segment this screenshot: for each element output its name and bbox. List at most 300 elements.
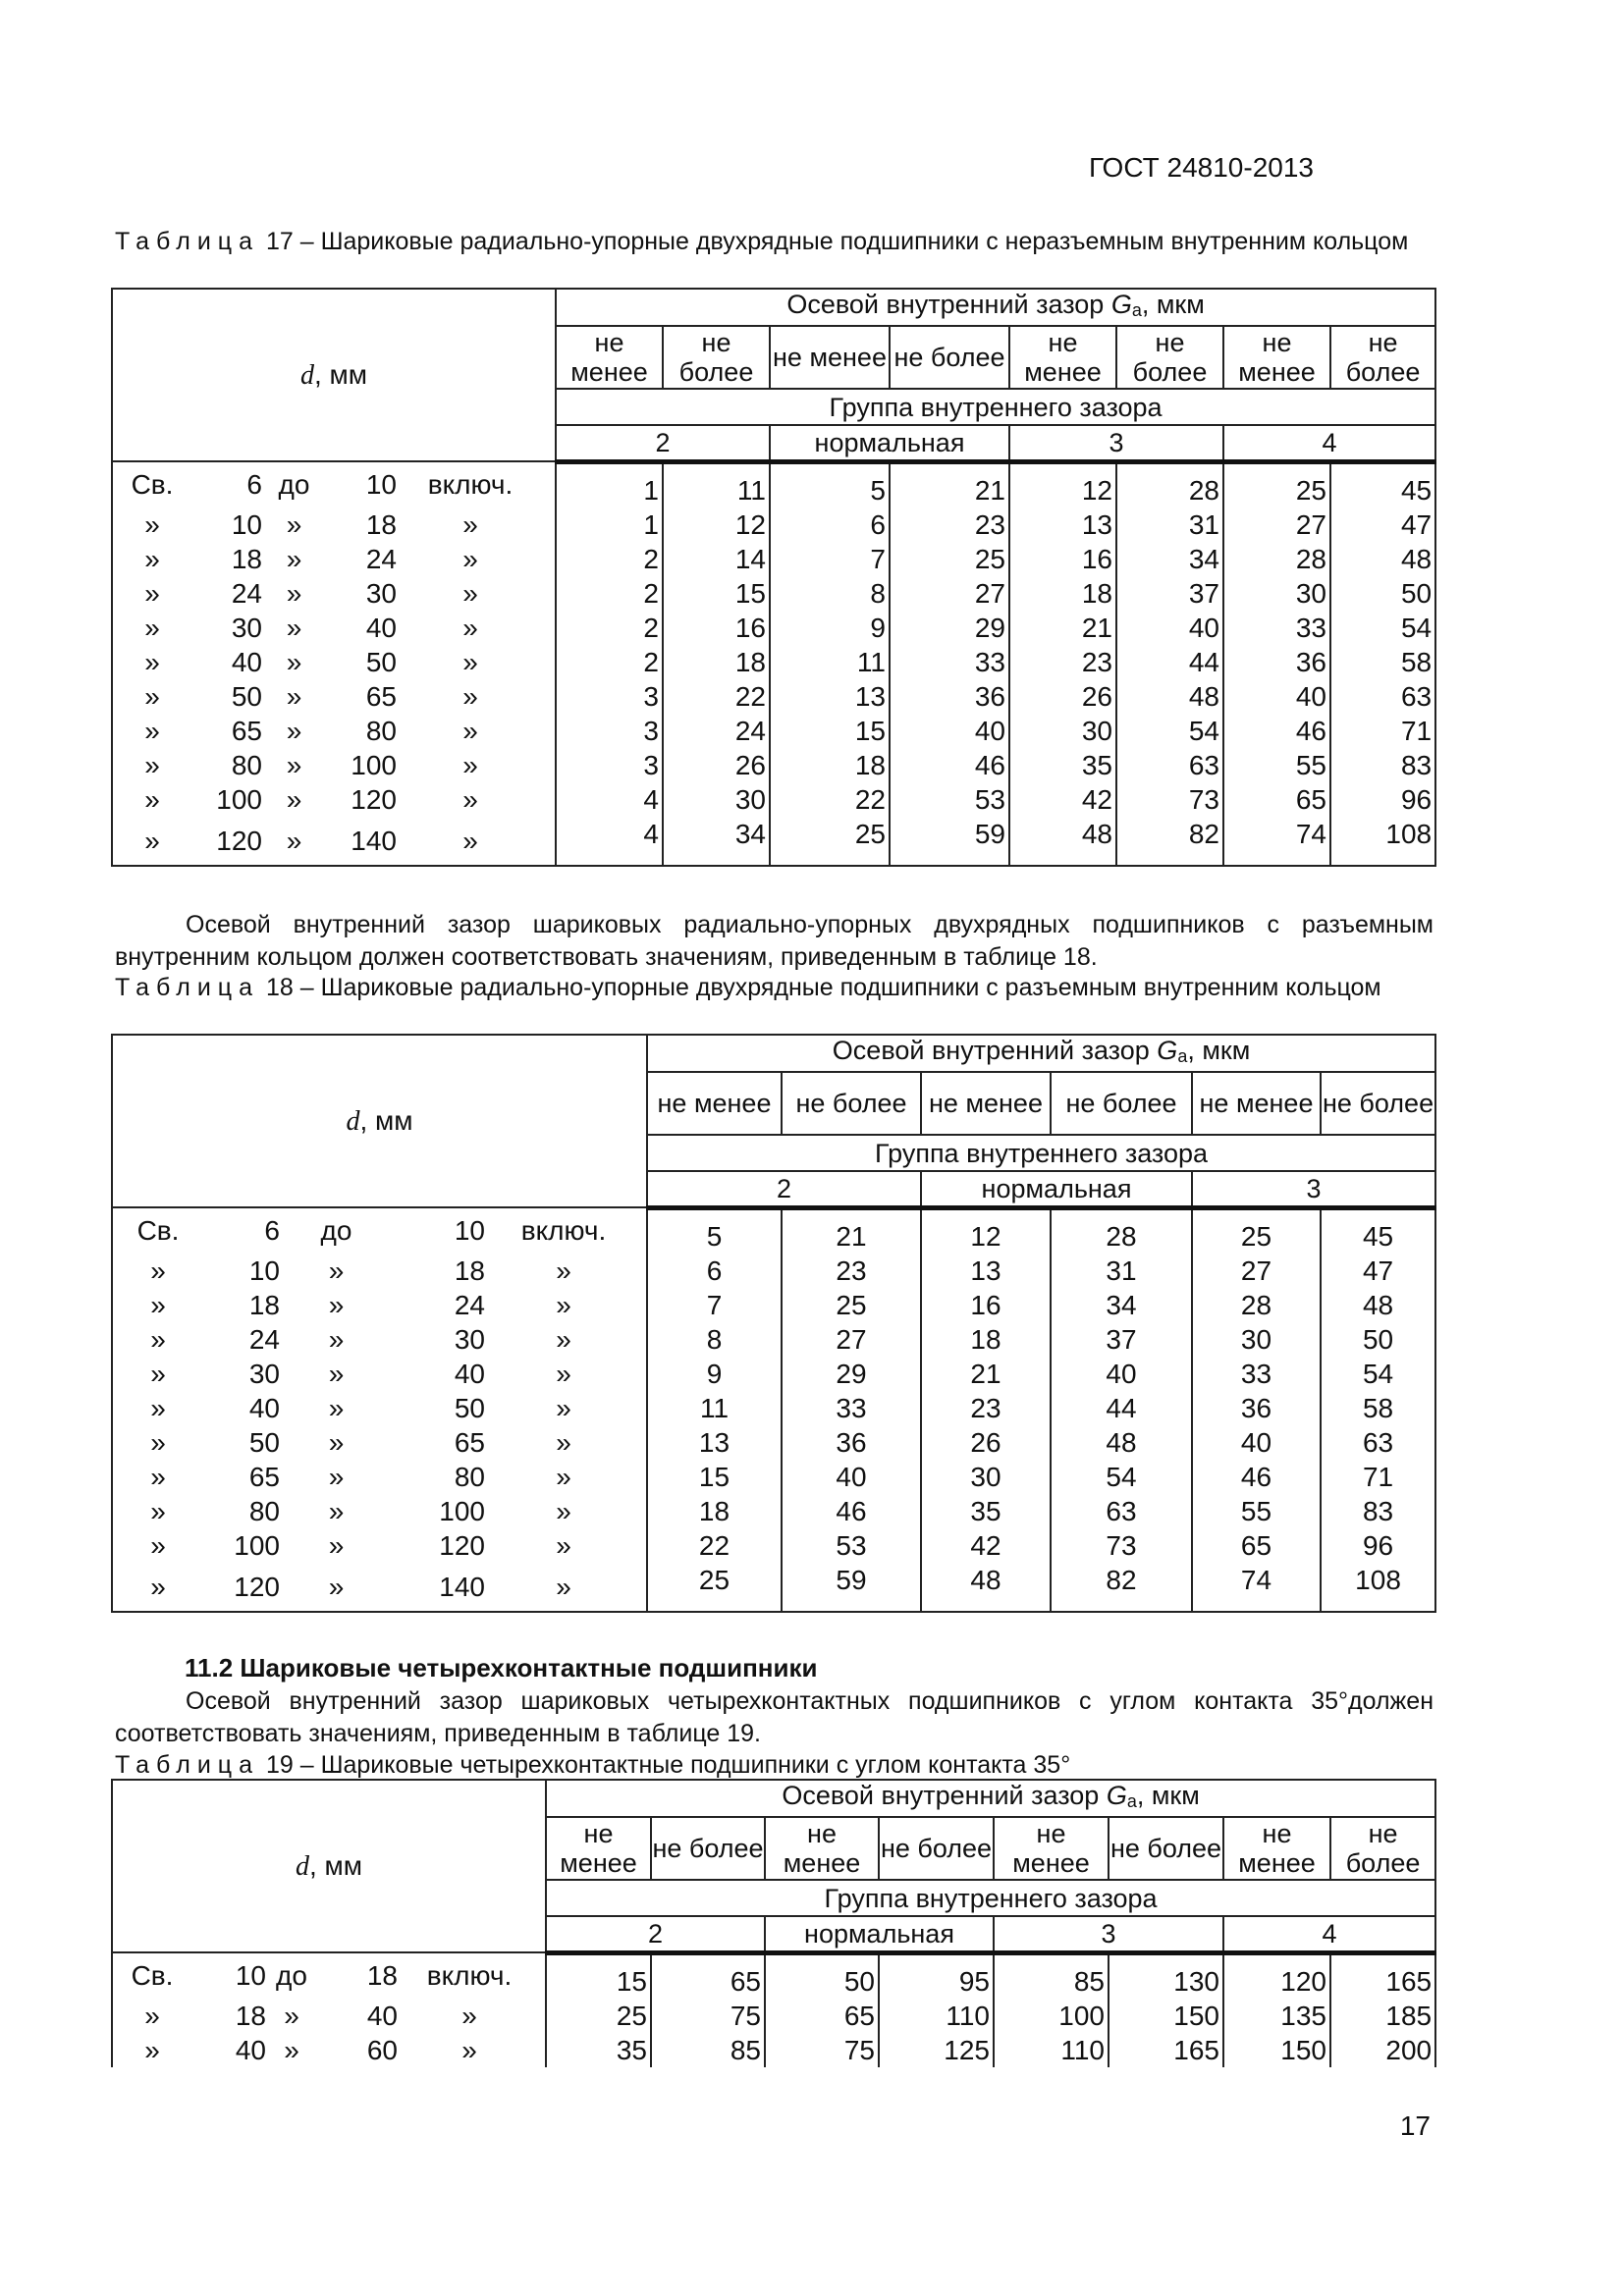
range-pre: »	[144, 783, 160, 815]
max-value-cell: 24	[663, 714, 770, 748]
max-header: не более	[651, 1817, 765, 1880]
range-from: 18	[248, 1289, 280, 1320]
min-header: не менее	[556, 326, 663, 389]
min-value-cell: 110	[994, 2033, 1109, 2067]
max-value-cell: 25	[782, 1288, 921, 1322]
range-mid: »	[286, 612, 302, 643]
range-from: 40	[248, 1392, 280, 1423]
max-value-cell: 16	[663, 611, 770, 645]
min-value-cell: 3	[556, 714, 663, 748]
range-post: »	[556, 1529, 571, 1561]
range-to: 100	[439, 1495, 485, 1526]
table-row	[112, 782, 1435, 817]
group-label: 3	[1192, 1171, 1435, 1207]
max-value-cell: 200	[1330, 2033, 1435, 2067]
range-mid: »	[328, 1571, 345, 1602]
max-value-cell: 46	[782, 1494, 921, 1528]
min-value-cell: 30	[1009, 714, 1116, 748]
max-value-cell: 30	[663, 782, 770, 817]
range-from: 80	[248, 1495, 280, 1526]
range-from: 40	[235, 2034, 266, 2065]
range-from: 24	[231, 577, 262, 609]
range-to: 40	[365, 612, 397, 643]
range-pre: »	[150, 1495, 166, 1526]
max-value-cell: 37	[1116, 576, 1223, 611]
min-value-cell: 18	[921, 1322, 1051, 1357]
min-value-cell: 42	[1009, 782, 1116, 817]
min-header: не менее	[1223, 326, 1330, 389]
size-range-cell	[112, 507, 556, 542]
min-value-cell: 65	[1192, 1528, 1321, 1563]
max-value-cell: 23	[890, 507, 1009, 542]
table-row	[112, 542, 1435, 576]
size-range-cell	[112, 714, 556, 748]
min-value-cell: 28	[1192, 1288, 1321, 1322]
max-value-cell: 26	[663, 748, 770, 782]
min-value-cell: 26	[1009, 679, 1116, 714]
min-value-cell: 27	[1192, 1254, 1321, 1288]
range-from: 18	[235, 2000, 266, 2031]
range-to: 30	[454, 1323, 485, 1355]
max-value-cell: 40	[782, 1460, 921, 1494]
range-to: 50	[454, 1392, 485, 1423]
max-header: не более	[890, 326, 1009, 389]
range-post: »	[462, 715, 478, 746]
table-19	[111, 1779, 1436, 2067]
section-heading: 11.2 Шариковые четырехконтактные подшипники	[185, 1653, 818, 1682]
max-value-cell: 54	[1116, 714, 1223, 748]
min-value-cell: 40	[1192, 1425, 1321, 1460]
min-value-cell: 26	[921, 1425, 1051, 1460]
max-value-cell: 63	[1321, 1425, 1435, 1460]
max-value-cell: 33	[890, 645, 1009, 679]
table-row	[112, 1391, 1435, 1425]
max-value-cell: 33	[782, 1391, 921, 1425]
range-post: включ.	[426, 1960, 513, 1992]
page-number: 17	[1399, 2110, 1431, 2141]
range-pre: »	[150, 1529, 166, 1561]
max-header: не более	[1330, 326, 1435, 389]
min-value-cell: 42	[921, 1528, 1051, 1563]
max-value-cell: 21	[890, 461, 1009, 507]
max-value-cell: 75	[651, 1999, 765, 2033]
range-pre: »	[144, 577, 160, 609]
max-value-cell: 150	[1109, 1999, 1223, 2033]
min-header: не менее	[1192, 1072, 1321, 1135]
range-to: 80	[365, 715, 397, 746]
group-label: 2	[546, 1916, 765, 1952]
max-value-cell: 34	[1051, 1288, 1192, 1322]
group-label: 3	[1009, 425, 1223, 461]
table-row	[112, 714, 1435, 748]
size-range-cell	[112, 1322, 647, 1357]
min-value-cell: 11	[647, 1391, 782, 1425]
table-19-header	[112, 1780, 1435, 1952]
max-value-cell: 28	[1051, 1207, 1192, 1254]
max-value-cell: 73	[1051, 1528, 1192, 1563]
max-value-cell: 40	[890, 714, 1009, 748]
group-label: нормальная	[921, 1171, 1192, 1207]
max-value-cell: 40	[1051, 1357, 1192, 1391]
range-post: »	[462, 680, 478, 712]
range-to: 18	[365, 508, 397, 540]
range-mid: »	[328, 1255, 345, 1286]
min-value-cell: 18	[1009, 576, 1116, 611]
max-header: не более	[1321, 1072, 1435, 1135]
max-value-cell: 185	[1330, 1999, 1435, 2033]
table-row	[112, 1460, 1435, 1494]
min-value-cell: 7	[647, 1288, 782, 1322]
max-value-cell: 29	[890, 611, 1009, 645]
min-value-cell: 46	[1192, 1460, 1321, 1494]
paragraph: Осевой внутренний зазор шариковых радиально-упорных двухрядных подшипников с разъемным внутренним кольцом должен соответствовать значениям, приведенным в таблице 18.	[115, 911, 1434, 971]
range-to: 40	[366, 2000, 398, 2031]
range-post: »	[462, 783, 478, 815]
size-range-cell	[112, 782, 556, 817]
max-value-cell: 31	[1116, 507, 1223, 542]
table-17-header	[112, 289, 1435, 461]
max-value-cell: 63	[1330, 679, 1435, 714]
table-row	[112, 748, 1435, 782]
max-header: не более	[1116, 326, 1223, 389]
table-row	[112, 1494, 1435, 1528]
max-value-cell: 108	[1321, 1563, 1435, 1612]
min-value-cell: 65	[1223, 782, 1330, 817]
range-to: 120	[351, 783, 397, 815]
min-header: не менее	[994, 1817, 1109, 1880]
max-value-cell: 83	[1330, 748, 1435, 782]
range-pre: »	[144, 2000, 160, 2031]
range-from: 30	[248, 1358, 280, 1389]
min-value-cell: 150	[1223, 2033, 1330, 2067]
range-from: 65	[231, 715, 262, 746]
table-row	[112, 1207, 1435, 1254]
min-value-cell: 46	[1223, 714, 1330, 748]
max-value-cell: 53	[890, 782, 1009, 817]
min-header: не менее	[765, 1817, 879, 1880]
size-range-cell	[112, 1357, 647, 1391]
range-pre: »	[144, 749, 160, 780]
max-value-cell: 22	[663, 679, 770, 714]
range-mid: »	[286, 543, 302, 574]
range-to: 65	[365, 680, 397, 712]
clearance-header: Осевой внутренний зазор Ga, мкм	[556, 289, 1435, 326]
range-pre: »	[150, 1392, 166, 1423]
range-mid: »	[328, 1529, 345, 1561]
table-row	[112, 507, 1435, 542]
max-value-cell: 27	[782, 1322, 921, 1357]
size-range-cell	[112, 1254, 647, 1288]
range-mid: »	[328, 1323, 345, 1355]
size-range-cell	[112, 1999, 546, 2033]
range-pre: »	[144, 646, 160, 677]
range-pre: »	[150, 1289, 166, 1320]
table-row	[112, 1254, 1435, 1288]
range-post: »	[556, 1392, 571, 1423]
group-label: 2	[556, 425, 770, 461]
range-pre: Св.	[131, 1960, 174, 1992]
min-value-cell: 40	[1223, 679, 1330, 714]
min-value-cell: 33	[1192, 1357, 1321, 1391]
max-header: не более	[1330, 1817, 1435, 1880]
size-range-cell	[112, 1528, 647, 1563]
max-value-cell: 82	[1051, 1563, 1192, 1612]
min-value-cell: 8	[647, 1322, 782, 1357]
min-value-cell: 48	[921, 1563, 1051, 1612]
range-mid: »	[286, 646, 302, 677]
range-mid: »	[286, 825, 302, 856]
min-value-cell: 4	[556, 817, 663, 866]
range-post: »	[556, 1426, 571, 1458]
max-value-cell: 47	[1321, 1254, 1435, 1288]
table-caption-label: Таблица	[115, 974, 260, 1001]
range-from: 50	[231, 680, 262, 712]
min-value-cell: 2	[556, 611, 663, 645]
range-post: »	[462, 508, 478, 540]
max-value-cell: 45	[1330, 461, 1435, 507]
range-to: 80	[454, 1461, 485, 1492]
size-range-cell	[112, 461, 556, 507]
max-value-cell: 108	[1330, 817, 1435, 866]
min-header: не менее	[647, 1072, 782, 1135]
min-value-cell: 11	[770, 645, 890, 679]
max-value-cell: 85	[651, 2033, 765, 2067]
max-value-cell: 11	[663, 461, 770, 507]
max-value-cell: 21	[782, 1207, 921, 1254]
group-header: Группа внутреннего зазора	[647, 1135, 1435, 1171]
range-mid: »	[286, 749, 302, 780]
min-value-cell: 16	[1009, 542, 1116, 576]
min-value-cell: 30	[921, 1460, 1051, 1494]
range-from: 65	[248, 1461, 280, 1492]
max-value-cell: 28	[1116, 461, 1223, 507]
range-pre: »	[150, 1358, 166, 1389]
range-to: 24	[454, 1289, 485, 1320]
range-mid: »	[328, 1461, 345, 1492]
min-value-cell: 23	[921, 1391, 1051, 1425]
max-value-cell: 165	[1330, 1952, 1435, 1999]
range-to: 30	[365, 577, 397, 609]
size-range-cell	[112, 1952, 546, 1999]
max-value-cell: 34	[1116, 542, 1223, 576]
range-from: 6	[246, 469, 262, 501]
size-range-cell	[112, 1288, 647, 1322]
min-value-cell: 15	[546, 1952, 651, 1999]
table-19-caption	[115, 1749, 1434, 1781]
range-to: 18	[454, 1255, 485, 1286]
group-label: 4	[1223, 425, 1435, 461]
max-value-cell: 96	[1330, 782, 1435, 817]
range-post: »	[462, 646, 478, 677]
min-value-cell: 13	[921, 1254, 1051, 1288]
min-header: не менее	[546, 1817, 651, 1880]
max-value-cell: 165	[1109, 2033, 1223, 2067]
range-post: »	[556, 1571, 571, 1602]
min-header: не менее	[770, 326, 890, 389]
range-mid: »	[286, 783, 302, 815]
range-mid: »	[286, 715, 302, 746]
table-row	[112, 679, 1435, 714]
max-value-cell: 65	[651, 1952, 765, 1999]
range-to: 18	[366, 1960, 398, 1992]
table-17-body	[112, 461, 1435, 866]
max-header: не более	[1109, 1817, 1223, 1880]
range-mid: »	[284, 2034, 299, 2065]
size-range-cell	[112, 611, 556, 645]
table-row	[112, 1425, 1435, 1460]
max-value-cell: 48	[1051, 1425, 1192, 1460]
range-to: 60	[366, 2034, 398, 2065]
range-from: 18	[231, 543, 262, 574]
max-value-cell: 37	[1051, 1322, 1192, 1357]
table-row	[112, 817, 1435, 866]
group-label: 3	[994, 1916, 1223, 1952]
table-row	[112, 576, 1435, 611]
group-label: нормальная	[765, 1916, 994, 1952]
min-value-cell: 55	[1192, 1494, 1321, 1528]
max-value-cell: 50	[1321, 1322, 1435, 1357]
range-from: 10	[248, 1255, 280, 1286]
min-value-cell: 5	[770, 461, 890, 507]
range-post: включ.	[520, 1215, 607, 1247]
max-value-cell: 12	[663, 507, 770, 542]
max-value-cell: 34	[663, 817, 770, 866]
range-mid: »	[328, 1426, 345, 1458]
group-header: Группа внутреннего зазора	[546, 1880, 1435, 1916]
clearance-header: Осевой внутренний зазор Ga, мкм	[647, 1035, 1435, 1072]
min-value-cell: 18	[770, 748, 890, 782]
max-header: не более	[879, 1817, 994, 1880]
min-value-cell: 13	[1009, 507, 1116, 542]
min-value-cell: 7	[770, 542, 890, 576]
min-value-cell: 25	[770, 817, 890, 866]
range-mid: »	[328, 1392, 345, 1423]
range-pre: »	[144, 612, 160, 643]
min-value-cell: 22	[770, 782, 890, 817]
max-value-cell: 96	[1321, 1528, 1435, 1563]
table-caption-label: Таблица	[115, 1751, 260, 1779]
min-value-cell: 33	[1223, 611, 1330, 645]
max-value-cell: 44	[1116, 645, 1223, 679]
min-value-cell: 30	[1223, 576, 1330, 611]
range-pre: »	[150, 1255, 166, 1286]
max-value-cell: 46	[890, 748, 1009, 782]
size-range-cell	[112, 645, 556, 679]
range-post: »	[461, 2000, 477, 2031]
range-to: 50	[365, 646, 397, 677]
range-from: 120	[234, 1571, 280, 1602]
table-17-caption	[115, 226, 1434, 257]
min-value-cell: 36	[1192, 1391, 1321, 1425]
max-value-cell: 54	[1330, 611, 1435, 645]
range-to: 65	[454, 1426, 485, 1458]
group-label: 4	[1223, 1916, 1435, 1952]
table-18-header	[112, 1035, 1435, 1207]
min-value-cell: 21	[921, 1357, 1051, 1391]
max-value-cell: 31	[1051, 1254, 1192, 1288]
range-mid: »	[284, 2000, 299, 2031]
range-mid: »	[286, 508, 302, 540]
max-value-cell: 53	[782, 1528, 921, 1563]
range-post: »	[461, 2034, 477, 2065]
max-value-cell: 18	[663, 645, 770, 679]
range-to: 10	[454, 1215, 485, 1247]
table-caption-text: 17 – Шариковые радиально-упорные двухрядные подшипники с неразъемным внутренним кольцом	[265, 228, 1409, 255]
max-value-cell: 15	[663, 576, 770, 611]
range-post: »	[556, 1358, 571, 1389]
range-pre: Св.	[136, 1215, 180, 1247]
max-value-cell: 63	[1116, 748, 1223, 782]
min-value-cell: 15	[770, 714, 890, 748]
max-value-cell: 48	[1116, 679, 1223, 714]
d-column-header: d, мм	[112, 1780, 546, 1952]
table-row	[112, 2033, 1435, 2067]
table-row	[112, 1357, 1435, 1391]
min-value-cell: 4	[556, 782, 663, 817]
document-header: ГОСТ 24810-2013	[1088, 152, 1314, 183]
range-post: включ.	[427, 469, 514, 501]
size-range-cell	[112, 1460, 647, 1494]
table-19-body	[112, 1952, 1435, 2067]
min-value-cell: 2	[556, 542, 663, 576]
table-18	[111, 1034, 1436, 1613]
min-value-cell: 3	[556, 748, 663, 782]
range-post: »	[462, 612, 478, 643]
max-value-cell: 71	[1330, 714, 1435, 748]
range-pre: »	[144, 543, 160, 574]
min-value-cell: 22	[647, 1528, 782, 1563]
range-to: 40	[454, 1358, 485, 1389]
min-value-cell: 74	[1223, 817, 1330, 866]
size-range-cell	[112, 1494, 647, 1528]
range-post: »	[556, 1495, 571, 1526]
min-value-cell: 75	[765, 2033, 879, 2067]
max-value-cell: 44	[1051, 1391, 1192, 1425]
max-value-cell: 29	[782, 1357, 921, 1391]
range-from: 80	[231, 749, 262, 780]
max-value-cell: 71	[1321, 1460, 1435, 1494]
table-row	[112, 1288, 1435, 1322]
range-pre: »	[144, 715, 160, 746]
min-value-cell: 9	[770, 611, 890, 645]
max-value-cell: 50	[1330, 576, 1435, 611]
min-value-cell: 13	[647, 1425, 782, 1460]
size-range-cell	[112, 1563, 647, 1612]
min-value-cell: 30	[1192, 1322, 1321, 1357]
table-row	[112, 1322, 1435, 1357]
max-value-cell: 73	[1116, 782, 1223, 817]
size-range-cell	[112, 2033, 546, 2067]
range-post: »	[556, 1323, 571, 1355]
max-value-cell: 58	[1330, 645, 1435, 679]
range-pre: Св.	[131, 469, 174, 501]
table-17	[111, 288, 1436, 867]
min-value-cell: 65	[765, 1999, 879, 2033]
min-value-cell: 9	[647, 1357, 782, 1391]
max-value-cell: 45	[1321, 1207, 1435, 1254]
range-post: »	[462, 749, 478, 780]
min-value-cell: 6	[770, 507, 890, 542]
min-value-cell: 25	[647, 1563, 782, 1612]
min-value-cell: 85	[994, 1952, 1109, 1999]
min-value-cell: 27	[1223, 507, 1330, 542]
max-value-cell: 59	[890, 817, 1009, 866]
range-post: »	[556, 1255, 571, 1286]
min-value-cell: 35	[921, 1494, 1051, 1528]
max-value-cell: 40	[1116, 611, 1223, 645]
max-value-cell: 36	[890, 679, 1009, 714]
min-value-cell: 15	[647, 1460, 782, 1494]
